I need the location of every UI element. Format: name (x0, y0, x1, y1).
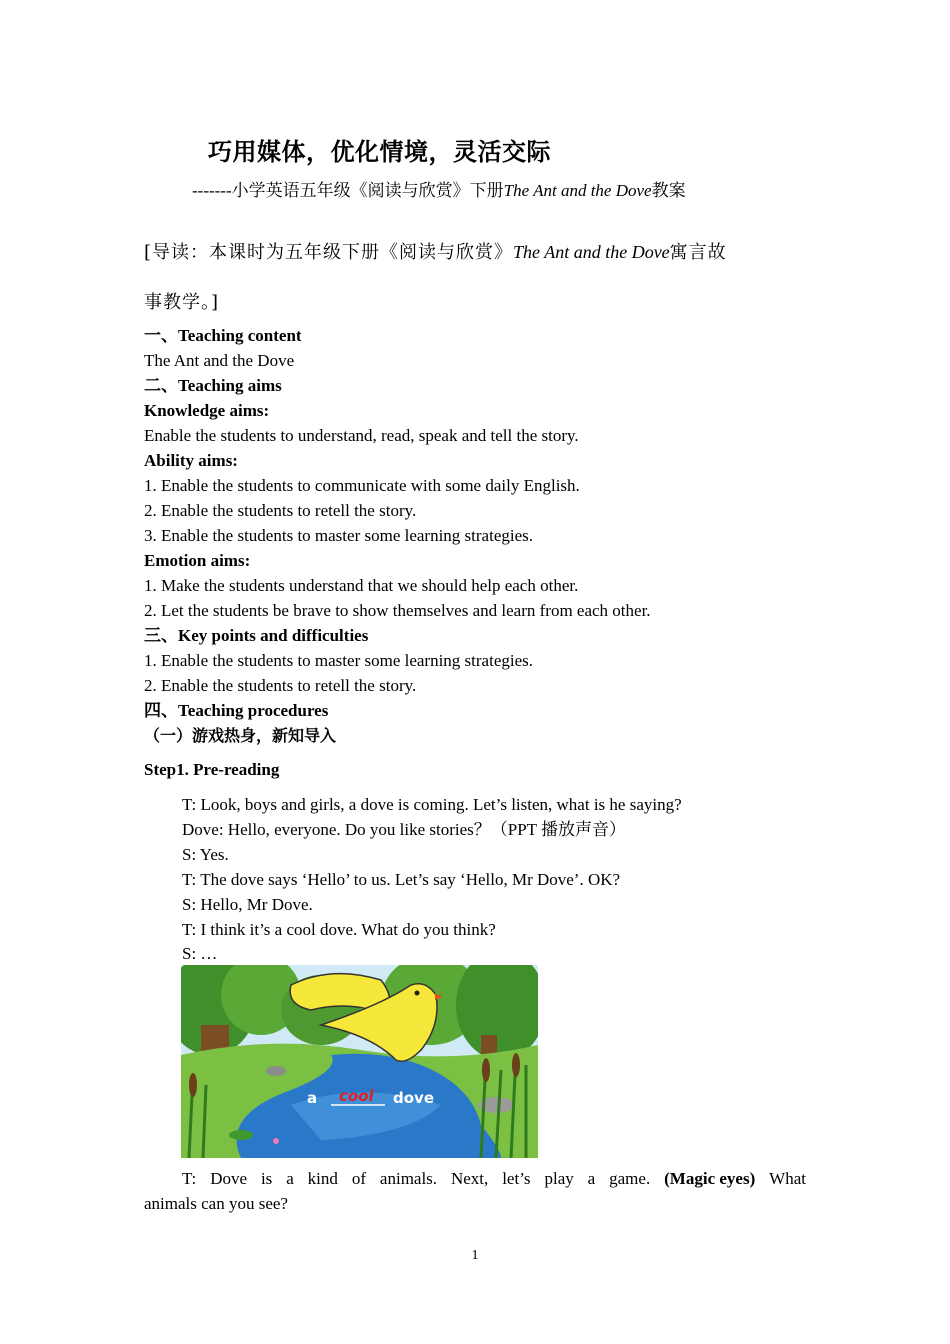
section-4-heading: 四、Teaching procedures (144, 701, 329, 720)
guide-italic: The Ant and the Dove (513, 242, 670, 262)
dialogue-line: S: Yes. (182, 845, 229, 864)
section-1-heading: 一、Teaching content (144, 326, 302, 345)
word: is (260, 1169, 273, 1188)
ability-aims-heading: Ability aims: (144, 451, 238, 470)
guide-line-1 (144, 238, 814, 264)
word: let’s (502, 1169, 531, 1188)
dialogue-line: Dove: Hello, everyone. Do you like stories？（PPT 播放声音） (182, 820, 627, 839)
ability-aim-item: 2. Enable the students to retell the story. (144, 501, 417, 520)
guide-suffix: 寓言故 (669, 242, 727, 263)
subsection-1-heading: （一）游戏热身，新知导入 (144, 726, 337, 745)
closing-paragraph (144, 1166, 806, 1216)
word: animals. (379, 1169, 438, 1188)
knowledge-aims-heading: Knowledge aims: (144, 401, 270, 420)
step-1-heading: Step1. Pre-reading (144, 760, 280, 779)
dialogue-line: S: Hello, Mr Dove. (182, 895, 313, 914)
key-point-item: 2. Enable the students to retell the story. (144, 676, 417, 695)
emotion-aims-heading: Emotion aims: (144, 551, 251, 570)
dialogue-line: T: I think it’s a cool dove. What do you think? (182, 920, 496, 939)
word: game. (609, 1169, 651, 1188)
word: kind (307, 1169, 338, 1188)
word: a (587, 1169, 596, 1188)
word: Dove (210, 1169, 248, 1188)
magic-eyes-label: (Magic eyes) (664, 1169, 756, 1188)
key-point-item: 1. Enable the students to master some learning strategies. (144, 651, 534, 670)
section-3-heading: 三、Key points and difficulties (144, 626, 369, 645)
dialogue-line: S: … (182, 944, 218, 963)
closing-line-2: animals can you see? (144, 1194, 288, 1213)
section-2-heading: 二、Teaching aims (144, 376, 282, 395)
dialogue-line: T: The dove says ‘Hello’ to us. Let’s say ‘Hello, Mr Dove’. OK? (182, 870, 621, 889)
emotion-aim-item: 2. Let the students be brave to show themselves and learn from each other. (144, 601, 651, 620)
emotion-aim-item: 1. Make the students understand that we should help each other. (144, 576, 579, 595)
knowledge-aims-text: Enable the students to understand, read, speak and tell the story. (144, 426, 579, 445)
subtitle-suffix: 教案 (651, 181, 686, 200)
section-1-text: The Ant and the Dove (144, 351, 295, 370)
dialogue-line: T: Look, boys and girls, a dove is coming. Let’s listen, what is he saying? (182, 795, 682, 814)
word: of (351, 1169, 366, 1188)
ability-aim-item: 3. Enable the students to master some learning strategies. (144, 526, 534, 545)
page-number: 1 (471, 1248, 479, 1263)
caption-b: dove (393, 1089, 434, 1107)
word: Next, (450, 1169, 489, 1188)
guide-line-2: 事教学。] (144, 292, 220, 313)
caption-word: cool (339, 1087, 374, 1105)
document-title: 巧用媒体，优化情境，灵活交际 (208, 138, 551, 166)
word: What (769, 1169, 806, 1188)
guide-prefix: [导读：本课时为五年级下册《阅读与欣赏》 (144, 242, 514, 263)
subtitle-italic: The Ant and the Dove (503, 181, 652, 200)
caption-a: a (307, 1089, 318, 1107)
cool-dove-illustration (181, 965, 538, 1158)
word: play (544, 1169, 574, 1188)
word: a (286, 1169, 294, 1188)
subtitle-prefix: -------小学英语五年级《阅读与欣赏》下册 (192, 181, 504, 200)
closing-line-1 (144, 1166, 806, 1191)
word: T: (182, 1169, 197, 1188)
ability-aim-item: 1. Enable the students to communicate with some daily English. (144, 476, 580, 495)
document-subtitle (192, 176, 686, 201)
